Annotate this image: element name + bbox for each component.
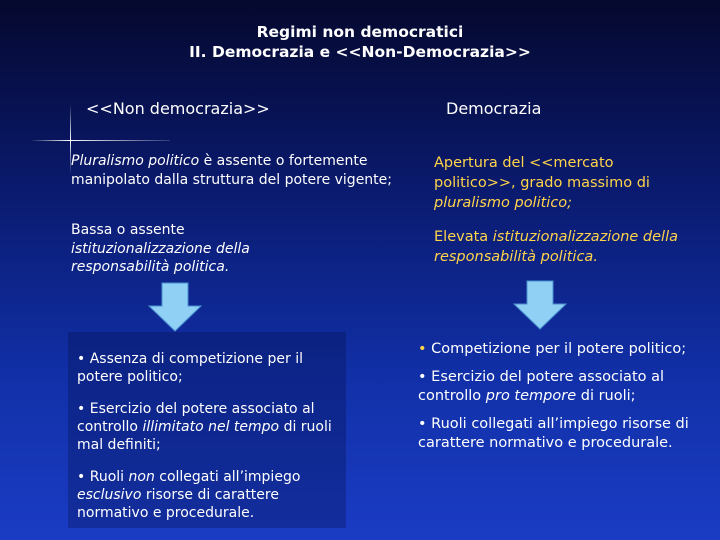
- right-responsibility-paragraph: [434, 227, 709, 267]
- slide-title-line1: Regimi non democratici: [256, 23, 464, 41]
- right-responsibility-lead: Elevata: [434, 229, 493, 245]
- right-bullet-list: [418, 340, 703, 462]
- left-pluralism-term: Pluralismo politico: [71, 153, 200, 169]
- left-bullet-list: [77, 350, 347, 536]
- left-responsibility-term: istituzionalizzazione della responsabilità politica.: [71, 240, 250, 275]
- column-header-democrazia: Democrazia: [446, 99, 542, 118]
- right-responsibility-term: istituzionalizzazione della responsabilità politica.: [434, 229, 678, 265]
- list-item: • Esercizio del potere associato al controllo illimitato nel tempo di ruoli mal definiti;: [77, 401, 332, 453]
- down-arrow-icon: [513, 280, 567, 330]
- list-item: • Ruoli collegati all’impiego risorse di carattere normativo e procedurale.: [418, 416, 689, 451]
- right-pluralism-text: Apertura del <<mercato politico>>, grado massimo di: [434, 155, 650, 191]
- list-item: • Competizione per il potere politico;: [418, 341, 687, 357]
- list-item: • Ruoli non collegati all’impiego esclusivo risorse di carattere normativo e procedurale.: [77, 469, 301, 521]
- column-header-non-democrazia: <<Non democrazia>>: [86, 99, 270, 118]
- slide-title-line2: II. Democrazia e <<Non-Democrazia>>: [189, 43, 531, 61]
- left-responsibility-paragraph: [71, 221, 301, 277]
- list-item: • Assenza di competizione per il potere politico;: [77, 351, 303, 385]
- left-pluralism-paragraph: [71, 152, 401, 189]
- right-pluralism-term: pluralismo politico;: [434, 195, 573, 211]
- down-arrow-icon: [148, 282, 202, 332]
- list-item: • Esercizio del potere associato al controllo pro tempore di ruoli;: [418, 369, 665, 404]
- flare-horizontal: [30, 140, 170, 141]
- left-pluralism-text: è assente o fortemente manipolato dalla struttura del potere vigente;: [71, 153, 393, 188]
- left-responsibility-lead: Bassa o assente: [71, 222, 185, 238]
- right-pluralism-paragraph: [434, 153, 674, 213]
